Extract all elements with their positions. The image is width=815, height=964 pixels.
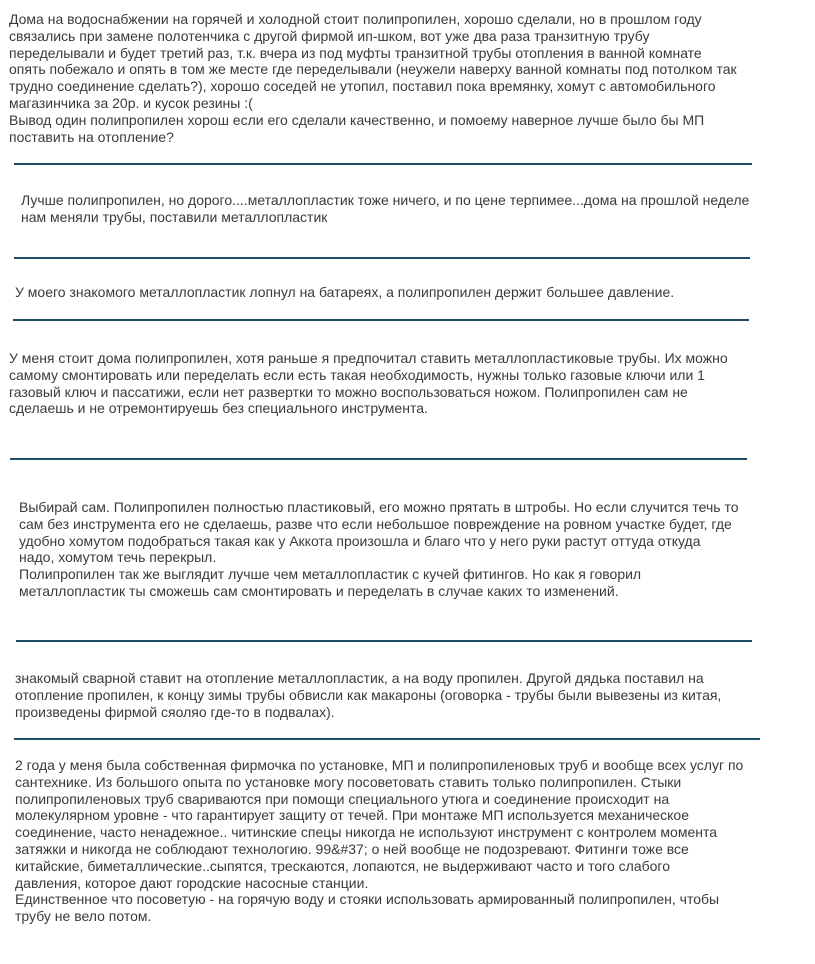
post-text-line: У меня стоит дома полипропилен, хотя раньше я предпочитал ставить металлопластиковые трубы. Их можно (9, 350, 728, 366)
forum-post (15, 284, 674, 301)
post-text-line: трубу не вело потом. (15, 908, 152, 925)
forum-post (15, 670, 721, 720)
post-text-line: 2 года у меня была собственная фирмочка по установке, МП и полипропиленовых труб и вообще всех услуг по (15, 757, 744, 773)
post-separator (14, 163, 752, 165)
post-text-line: сантехнике. Из большого опыта по установке могу посоветовать ставить только полипропилен. Стыки (15, 773, 682, 790)
post-text-line: магазинчика за 20р. и кусок резины :( (9, 94, 253, 111)
forum-post (21, 192, 749, 226)
post-text-line: газовый ключ и пассатижи, если нет развертки то можно воспользоваться ножом. Полипропилен сам не (9, 383, 688, 400)
forum-post (9, 350, 728, 417)
forum-post (15, 757, 743, 925)
post-text-line: соединение, часто ненадежное.. читинские спецы никогда не используют инструмент с контролем момента (15, 824, 718, 841)
post-text-line: сделаешь и не отремонтируешь без специального инструмента. (9, 400, 428, 417)
post-text-line: сам без инструмента его не сделаешь, разве что если небольшое повреждение на ровном участке будет, где (19, 515, 732, 532)
post-text-line: Дома на водоснабжении на горячей и холодной стоит полипропилен, хорошо сделали, но в прошлом году (9, 11, 702, 27)
post-text-line: нам меняли трубы, поставили металлопластик (21, 208, 328, 225)
post-text-line: надо, хомутом течь перекрыл. (19, 549, 217, 566)
post-text-line: У моего знакомого металлопластик лопнул на батареях, а полипропилен держит большее давление. (15, 284, 675, 300)
post-text-line: Вывод один полипропилен хорош если его сделали качественно, и помоему наверное лучше было бы МП (9, 111, 705, 128)
post-text-line: знакомый сварной ставит на отопление металлопластик, а на воду пропилен. Другой дядька поставил на (15, 670, 704, 686)
post-text-line: Выбирай сам. Полипропилен полностью пластиковый, его можно прятать в штробы. Но если случится течь то (19, 499, 739, 515)
post-text-line: молекулярном уровне - что гарантирует защиту от течей. При монтаже МП используется механическое (15, 807, 690, 824)
post-separator (14, 738, 760, 740)
forum-post (19, 499, 739, 600)
post-text-line: опять побежало и опять в том же месте где переделывали (неужели наверху ванной комнаты под потолком так (9, 61, 737, 78)
post-separator (14, 257, 750, 259)
post-text-line: произведены фирмой сяоляо где-то в подвалах). (15, 703, 335, 720)
post-text-line: давления, которое дают городские насосные станции. (15, 874, 369, 891)
post-separator (10, 458, 747, 460)
forum-post (9, 11, 737, 145)
post-text-line: трудно соединение сделать?), хорошо соседей не утопил, поставил пока времянку, хомут с автомобильного (9, 78, 716, 95)
post-separator (16, 640, 752, 642)
post-text-line: Полипропилен так же выглядит лучше чем металлопластик с кучей фитингов. Но как я говорил (19, 566, 642, 583)
post-text-line: отопление пропилен, к концу зимы трубы обвисли как макароны (оговорка - трубы были вывезены из китая, (15, 686, 722, 703)
post-text-line: поставить на отопление? (9, 128, 174, 145)
post-text-line: затяжки и никогда не соблюдают технологию. 99&#37; о ней вообще не подозревают. Фитинги тоже все (15, 840, 689, 857)
post-text-line: связались при замене полотенчика с другой фирмой ип-шком, вот уже два раза транзитную трубу (9, 27, 650, 44)
post-text-line: самому смонтировать или переделать если есть такая необходимость, нужны только газовые ключи или 1 (9, 366, 705, 383)
post-text-line: Единственное что посоветую - на горячую воду и стояки использовать армированный полипропилен, чтобы (15, 891, 720, 908)
post-separator (13, 319, 749, 321)
post-text-line: китайские, биметаллические..сыпятся, трескаются, лопаются, не выдерживают часто и того слабого (15, 857, 671, 874)
post-text-line: переделывали и будет третий раз, т.к. вчера из под муфты транзитной трубы отопления в ванной комнате (9, 44, 702, 61)
post-text-line: Лучше полипропилен, но дорого....металлопластик тоже ничего, и по цене терпимее...дома на прошлой неделе (21, 192, 750, 208)
post-text-line: металлопластик ты сможешь сам смонтировать и переделать в случае каких то изменений. (19, 582, 619, 599)
post-text-line: удобно хомутом подобраться такая как у Аккота произошла и благо что у него руки растут оттуда откуда (19, 532, 701, 549)
post-text-line: полипропиленовых труб свариваются при помощи специального утюга и соединение происходит на (15, 790, 670, 807)
